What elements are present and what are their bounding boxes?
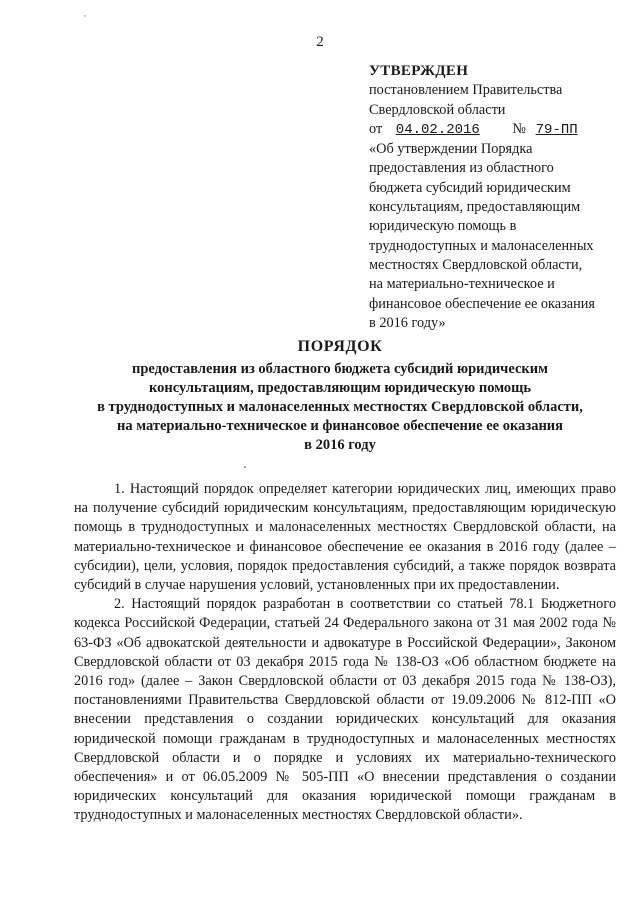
page-number: 2 bbox=[316, 34, 324, 50]
approval-title-line: «Об утверждении Порядка bbox=[369, 141, 533, 158]
approval-heading: УТВЕРЖДЕН bbox=[369, 63, 469, 79]
document-title-main: ПОРЯДОК bbox=[297, 338, 383, 355]
document-title-line: консультациям, предоставляющим юридическую помощь bbox=[148, 380, 532, 396]
approval-title-line: предоставления из областного bbox=[369, 160, 554, 177]
body-text bbox=[74, 480, 616, 826]
approval-title-line: в 2016 году» bbox=[369, 314, 446, 331]
document-title-line: предоставления из областного бюджета субсидий юридическим bbox=[132, 361, 548, 377]
approval-title-line: местностях Свердловской области, bbox=[369, 256, 583, 273]
approval-title-line: финансовое обеспечение ее оказания bbox=[369, 295, 595, 312]
approval-line-1: постановлением Правительства bbox=[369, 82, 563, 99]
approval-title-line: на материально-техническое и bbox=[369, 276, 555, 293]
scan-mark: ' bbox=[84, 14, 86, 25]
date-prefix: от bbox=[369, 120, 383, 137]
approval-title-line: бюджета субсидий юридическим bbox=[369, 179, 571, 196]
approval-title-line: юридическую помощь в bbox=[369, 218, 517, 235]
number-sign: № bbox=[512, 120, 527, 137]
document-title bbox=[50, 338, 630, 455]
approval-number: 79-ПП bbox=[535, 121, 578, 138]
document-title-line: на материально-техническое и финансовое обеспечение ее оказания bbox=[116, 418, 564, 434]
scan-dot bbox=[244, 466, 246, 468]
paragraph-2: 2. Настоящий порядок разработан в соответствии со статьей 78.1 Бюджетного кодекса Российской Федерации, статьей 24 Федерального закона от 31 мая 2002 года № 63-ФЗ «Об адвокатской деятельности и адвокатуре в Российской Федерации», Законом Свердловской области от 03 декабря 2015 года № 138-ОЗ «Об областном бюджете на 2016 год» (далее – Закон Свердловской области от 03 декабря 2015 года № 138-ОЗ), постановлениями Правительства Свердловской области от 19.09.2006 № 812-ПП «О внесении представления о создании юридических консультаций для оказания юридической помощи гражданам в труднодоступных и малонаселенных местностях Свердловской области и о порядке и условиях их материально-технического обеспечения» и от 06.05.2009 № 505-ПП «О внесении представления о создании юридических консультаций для оказания юридической помощи гражданам в труднодоступных и малонаселенных местностях Свердловской области». bbox=[74, 596, 616, 824]
approval-title-line: консультациям, предоставляющим bbox=[369, 199, 581, 216]
approval-title-line: труднодоступных и малонаселенных bbox=[369, 237, 594, 254]
paragraph-1: 1. Настоящий порядок определяет категории юридических лиц, имеющих право на получение субсидий юридическим консультациям, предоставляющим юридическую помощь в труднодоступных и малонаселенных местностях Свердловской области, на материально-техническое и финансовое обеспечение ее оказания в 2016 году (далее – субсидии), цели, условия, порядок предоставления субсидий, а также порядок возврата субсидий в случае нарушения условий, установленных при их предоставлении. bbox=[74, 481, 616, 594]
approval-date-line bbox=[369, 120, 619, 140]
approval-block bbox=[369, 62, 619, 333]
approval-line-2: Свердловской области bbox=[369, 101, 506, 118]
document-title-line: в труднодоступных и малонаселенных местностях Свердловской области, bbox=[97, 399, 583, 415]
document-title-line: в 2016 году bbox=[304, 437, 376, 453]
approval-date: 04.02.2016 bbox=[395, 121, 480, 138]
